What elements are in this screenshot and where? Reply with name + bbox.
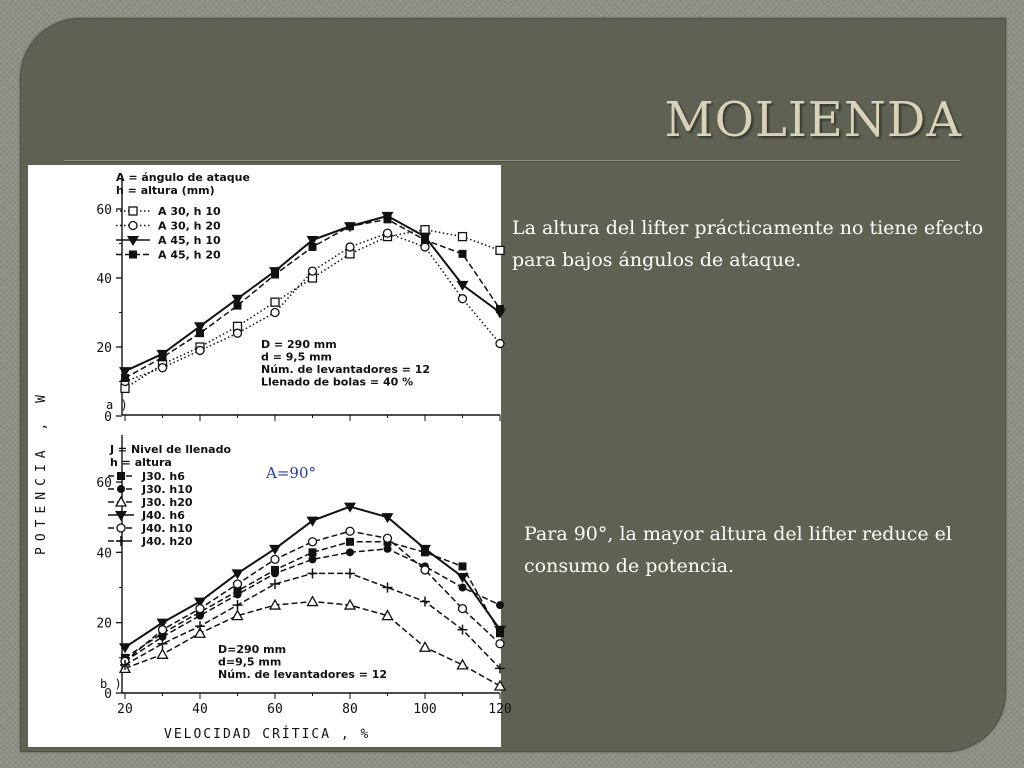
data-point xyxy=(346,527,354,535)
data-point xyxy=(496,601,504,609)
data-point xyxy=(232,569,244,579)
legend-label: J30. h6 xyxy=(142,470,185,483)
data-point xyxy=(346,243,354,251)
chart-panel-b xyxy=(96,435,511,717)
data-point xyxy=(129,251,137,259)
legend-label: J30. h20 xyxy=(142,496,193,509)
chart-note: D=290 mm xyxy=(218,643,287,656)
data-point xyxy=(459,605,467,613)
chart-note: Núm. de levantadores = 12 xyxy=(261,363,431,376)
angle-annotation: A=90° xyxy=(266,464,316,482)
data-point xyxy=(421,226,429,234)
legend-header-line: h = altura xyxy=(110,456,172,469)
chart-note: Núm. de levantadores = 12 xyxy=(218,668,388,681)
x-tick-label: 40 xyxy=(192,702,208,717)
legend-label: A 30, h 10 xyxy=(158,205,221,218)
data-point xyxy=(309,267,317,275)
data-point xyxy=(308,597,318,606)
data-point xyxy=(346,548,354,556)
legend-header-line: J = Nivel de llenado xyxy=(110,443,232,456)
data-point xyxy=(159,626,167,634)
data-point xyxy=(421,566,429,574)
data-point xyxy=(309,538,317,546)
data-point xyxy=(496,340,504,348)
data-point xyxy=(496,640,504,648)
data-point xyxy=(117,472,125,480)
y-axis-label: POTENCIA , W xyxy=(34,389,49,555)
chart-note: Llenado de bolas = 40 % xyxy=(261,375,414,389)
data-point xyxy=(269,545,281,555)
x-tick-label: 100 xyxy=(413,702,437,717)
data-point xyxy=(459,562,467,570)
data-point xyxy=(271,271,279,279)
y-tick-label: 20 xyxy=(96,616,112,632)
data-point xyxy=(271,309,279,317)
data-point xyxy=(459,233,467,241)
data-point xyxy=(384,545,392,553)
legend-label: J40. h10 xyxy=(142,522,193,535)
data-point xyxy=(119,643,131,653)
data-point xyxy=(159,364,167,372)
legend-label: A 45, h 20 xyxy=(158,248,221,262)
data-point xyxy=(459,295,467,303)
data-point xyxy=(117,524,125,532)
x-tick-label: 60 xyxy=(267,702,283,717)
panel-label: a ) xyxy=(106,398,128,412)
data-point xyxy=(196,605,204,613)
y-tick-label: 40 xyxy=(96,546,112,562)
y-tick-label: 0 xyxy=(104,410,112,425)
data-point xyxy=(121,374,129,382)
slide-title: MOLIENDA xyxy=(664,92,962,148)
y-tick-label: 60 xyxy=(96,476,112,491)
data-point xyxy=(234,302,242,310)
legend-label: J30. h10 xyxy=(142,483,193,496)
data-point xyxy=(457,281,469,291)
data-point xyxy=(346,222,354,230)
data-point xyxy=(421,243,429,251)
chart-figure xyxy=(28,165,512,747)
series-line xyxy=(125,573,500,668)
legend-header-line: A = ángulo de ataque xyxy=(116,171,250,184)
chart-svg xyxy=(28,165,512,747)
data-point xyxy=(307,517,319,527)
title-divider xyxy=(64,160,960,161)
data-point xyxy=(117,485,125,493)
y-tick-label: 20 xyxy=(96,341,112,356)
chart-note: D = 290 mm xyxy=(261,338,337,351)
data-point xyxy=(158,649,168,658)
legend-label: J40. h6 xyxy=(142,509,185,522)
data-point xyxy=(309,548,317,556)
x-tick-label: 80 xyxy=(342,702,358,717)
data-point xyxy=(346,538,354,546)
legend-header-line: h = altura (mm) xyxy=(116,184,215,197)
data-point xyxy=(129,207,137,215)
data-point xyxy=(496,305,504,313)
data-point xyxy=(458,660,468,669)
data-point xyxy=(384,534,392,542)
data-point xyxy=(234,329,242,337)
data-point xyxy=(496,246,504,254)
data-point xyxy=(459,250,467,258)
data-point xyxy=(129,222,137,230)
y-tick-label: 0 xyxy=(104,687,112,702)
data-point xyxy=(234,580,242,588)
chart-note: d = 9,5 mm xyxy=(261,350,332,364)
data-point xyxy=(271,555,279,563)
paragraph-low-angle: La altura del lifter prácticamente no tiene efecto para bajos ángulos de ataque. xyxy=(512,217,984,271)
chart-panel-a xyxy=(96,171,506,425)
y-tick-label: 60 xyxy=(96,203,112,218)
data-point xyxy=(421,236,429,244)
legend-label: J40. h20 xyxy=(142,535,193,548)
x-tick-label: 120 xyxy=(488,702,512,717)
data-point xyxy=(271,569,279,577)
x-tick-label: 20 xyxy=(117,702,133,717)
y-tick-label: 40 xyxy=(96,272,112,287)
legend-label: A 30, h 20 xyxy=(158,219,221,233)
data-point xyxy=(196,329,204,337)
panel-label: b ) xyxy=(100,677,122,691)
data-point xyxy=(309,555,317,563)
data-point xyxy=(309,243,317,251)
x-axis-label: VELOCIDAD CRÍTICA , % xyxy=(164,727,371,742)
data-point xyxy=(384,215,392,223)
paragraph-90-degrees: Para 90°, la mayor altura del lifter reduce el consumo de potencia. xyxy=(524,523,952,577)
data-point xyxy=(459,584,467,592)
data-point xyxy=(234,591,242,599)
data-point xyxy=(127,236,139,246)
data-point xyxy=(159,353,167,361)
data-point xyxy=(115,511,127,521)
data-point xyxy=(420,642,430,651)
data-point xyxy=(271,298,279,306)
data-point xyxy=(196,346,204,354)
data-point xyxy=(384,229,392,237)
chart-note: d=9,5 mm xyxy=(218,655,282,669)
legend-label: A 45, h 10 xyxy=(158,234,221,247)
